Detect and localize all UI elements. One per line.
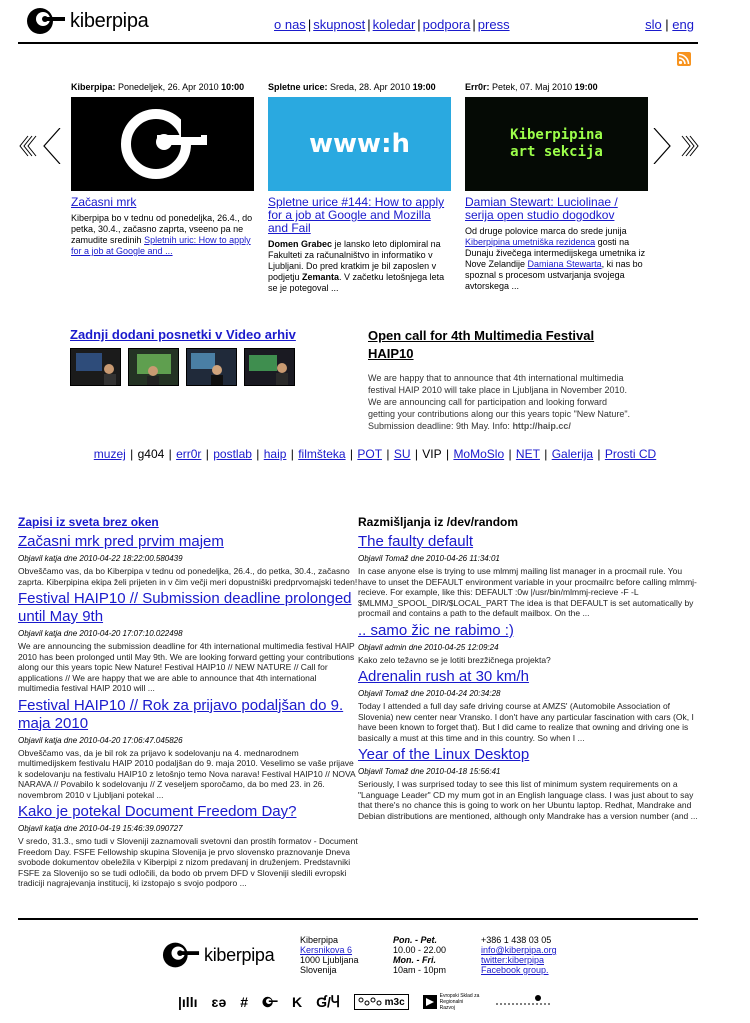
feature-desc-link[interactable]: Kiberpipina umetniška rezidenca xyxy=(465,237,596,247)
facebook-link[interactable]: Facebook group. xyxy=(481,965,549,975)
feature-description: Kiberpipa bo v tednu od ponedeljka, 26.4., do petka, 30.4., začasno zaprta, vseeno pa ne zamudite sredinih Spletnih uric: How to apply for a job at Google and ... xyxy=(71,213,253,256)
post-meta: Objavil katja dne 2010-04-20 17:06:47.045826 xyxy=(18,735,183,745)
column-heading[interactable]: Zapisi iz sveta brez oken xyxy=(18,515,159,529)
eu-fund-logo[interactable]: Evropski Sklad za Regionalni Razvoj xyxy=(423,993,480,1011)
feature-description: Domen Grabec je lansko leto diplomiral na Fakulteti za računalništvo in informatiko v Ljubljani. Do pred kratkim je bil zaposlen v podjetju Zemanta. V začetku letošnjega leta se je potegoval ... xyxy=(268,239,445,293)
video-thumbnail[interactable] xyxy=(244,348,295,386)
feature-card xyxy=(465,82,648,292)
post-title[interactable]: The faulty default xyxy=(358,533,474,550)
feature-description: Od druge polovice marca do srede junija Kiberpipina umetniška rezidenca gosti na Dunaju živečega intermedijskega umetnika iz Nove Zelandije Damiana Stewarta, ki nas bo spoznal s procesom ustvarjanja svojega avtorskega ... xyxy=(465,226,646,291)
post xyxy=(18,590,358,694)
post-meta: Objavil katja dne 2010-04-22 18:22:00.580439 xyxy=(18,554,183,563)
feature-desc-link[interactable]: Spletnih uric: How to apply for a job at Google and ... xyxy=(71,235,251,256)
project-su[interactable]: SU xyxy=(393,447,411,461)
kiberpipa-logo-icon[interactable] xyxy=(262,995,278,1009)
sponsor-logos xyxy=(178,993,554,1011)
feature-title[interactable]: Damian Stewart: Luciolinae / serija open studio dogodkov xyxy=(465,195,618,222)
feature-thumbnail[interactable] xyxy=(71,97,254,191)
double-chevron-left-icon xyxy=(18,128,66,164)
post-body: Today I attended a full day safe driving course at AMZS' (Automobile Association of Slovenia) new center near Vransko. I don't have any particular fascination with cars (Ok, I have been known to forget that). But I did came to realize that owning and driving one is basically a must at this time and in this country. So when I ... xyxy=(358,701,694,743)
post-body: We are announcing the submission deadline for 4th international multimedia festival HAIP 2010 has been prolonged until May 9th. We are looking forward getting your contributions along our this years topic New Nature! Festival HAIP10 // NEW NATURE // Call for applications // We are happy that we are able to announce that 4th international multimedia festival HAIP 2010 will ... xyxy=(18,641,355,693)
post xyxy=(18,533,358,587)
blog-column-right xyxy=(358,515,698,824)
post-meta: Objavil katja dne 2010-04-19 15:46:39.090727 xyxy=(18,824,183,833)
lang-eng[interactable]: eng xyxy=(672,17,694,32)
post xyxy=(358,622,698,666)
lang-slo[interactable]: slo xyxy=(645,17,662,32)
feature-thumbnail[interactable] xyxy=(268,97,451,191)
project-haip[interactable]: haip xyxy=(263,447,287,461)
post-body: V sredo, 31.3., smo tudi v Sloveniji zaznamovali svetovni dan prostih formatov - Document Freedom Day. FSFE Fellowship skupina Slovenija je prvo slovensko praznovanje Dneva svobode dokumentov obeležila v Kiberpipi z nizom predavanj in druženjem. Predstavniki FSFE za Slovenijo so se tudi odločili, da bodo ob prvem DFD v Sloveniji sledili evropski tradiciji nagrajevanja institucij, ki izstopajo s svojo podporo ... xyxy=(18,836,358,888)
carousel-prev-button[interactable] xyxy=(18,128,66,169)
footer-divider xyxy=(18,918,698,920)
eu-flag-icon xyxy=(423,995,437,1009)
project-filmsteka[interactable]: filmšteka xyxy=(298,447,346,461)
double-chevron-right-icon xyxy=(652,128,700,164)
post-body: Kako zelo težavno se je lotiti brezžičnega projekta? xyxy=(358,654,551,665)
nav-press[interactable]: press xyxy=(477,17,510,32)
ministry-logo-icon[interactable] xyxy=(494,994,554,1010)
blog-column-left xyxy=(18,515,358,892)
post xyxy=(358,533,698,619)
footer-hours: Pon. - Pet. 10.00 - 22.00 Mon. - Fri. 10am - 10pm xyxy=(393,935,447,975)
feature-desc-link[interactable]: Damiana Stewarta xyxy=(527,259,602,269)
sponsor-logo[interactable]: Ɠ/Ⴗ xyxy=(316,993,340,1010)
post-title[interactable]: Festival HAIP10 // Rok za prijavo podaljšan do 9. maja 2010 xyxy=(18,696,344,732)
post-title[interactable]: Kako je potekal Document Freedom Day? xyxy=(18,803,297,820)
post xyxy=(18,697,358,801)
post-body: Seriously, I was surprised today to see this list of minimum system requirements on a "Language Leader" CD my mum got in an English language class. I was just about to say that there's no chance this is going to work on her Ubuntu laptop. Redhat, Mandrake and Debian distributions are mentioned, although only Mandrake has a version number (and ... xyxy=(358,779,698,821)
project-pot[interactable]: POT xyxy=(357,447,383,461)
post-meta: Objavil admin dne 2010-04-25 12:09:24 xyxy=(358,642,499,652)
header xyxy=(18,0,698,44)
sponsor-logo[interactable]: m3c xyxy=(354,994,409,1010)
post-title[interactable]: Začasni mrk pred prvim majem xyxy=(18,533,224,550)
project-err0r[interactable]: err0r xyxy=(176,447,202,461)
kiberpipa-logo-icon xyxy=(162,940,200,970)
footer-logo[interactable] xyxy=(162,940,274,970)
sponsor-logo[interactable]: # xyxy=(240,994,249,1010)
post-meta: Objavil Tomaž dne 2010-04-18 15:56:41 xyxy=(358,767,501,776)
project-g404: g404 xyxy=(137,447,165,461)
logo-text: kiberpipa xyxy=(70,9,149,32)
open-call-url[interactable]: http://haip.cc/ xyxy=(512,421,571,431)
top-nav: o nas | skupnost | koledar | podpora | press xyxy=(274,17,510,32)
feature-card xyxy=(268,82,451,294)
nav-o-nas[interactable]: o nas xyxy=(274,17,306,32)
feature-meta: Err0r: Petek, 07. Maj 2010 19:00 xyxy=(465,82,598,92)
video-thumbnail[interactable] xyxy=(70,348,121,386)
feature-meta: Spletne urice: Sreda, 28. Apr 2010 19:00 xyxy=(268,82,436,92)
thumbnail-text: www:h xyxy=(309,129,410,159)
feature-thumbnail[interactable] xyxy=(465,97,648,191)
feature-title[interactable]: Spletne urice #144: How to apply for a job at Google and Mozilla and Fail xyxy=(268,195,445,235)
post-body: Obveščamo vas, da je bil rok za prijavo k sodelovanju na 4. mednarodnem multimedijskem festivalu HAIP 2010 podaljšan do 9. maja 2010. Veselimo se vaše prijave k sodelovanju na festivalu HAIP10 z letošnjo temo Nova narava! Festival HAIP10 // NOVA NARAVA // Povabilo k sodelovanju // Z veseljem sporočamo, da bo med 23. in 26. novembrom 2010 v Ljubljani potekal ... xyxy=(18,747,356,800)
feature-title[interactable]: Začasni mrk xyxy=(71,195,137,209)
nav-podpora[interactable]: podpora xyxy=(422,17,471,32)
address-link[interactable]: Kersnikova 6 xyxy=(300,945,353,955)
column-heading: Razmišljanja iz /dev/random xyxy=(358,515,519,529)
post-title[interactable]: Year of the Linux Desktop xyxy=(358,746,530,763)
post xyxy=(358,668,698,743)
post-meta: Objavil Tomaž dne 2010-04-24 20:34:28 xyxy=(358,689,501,698)
nav-skupnost[interactable]: skupnost xyxy=(313,17,366,32)
post xyxy=(358,746,698,821)
kiberpipa-logo-icon xyxy=(26,6,66,36)
post-title[interactable]: Adrenalin rush at 30 km/h xyxy=(358,668,529,685)
video-thumbnail[interactable] xyxy=(186,348,237,386)
projects-nav: muzej | g404 | err0r | postlab | haip | filmšteka | POT | SU | VIP | MoMoSlo | NET | Galerija | Prosti CD xyxy=(93,447,657,461)
post-body: Obveščamo vas, da bo Kiberpipa v tednu od ponedeljka, 26.4., do petka, 30.4., začasno zaprta. Kiberpipina ekipa želi prijeten in v čim večji meri dopustniški predprvomajski teden! xyxy=(18,566,358,587)
post-meta: Objavil Tomaž dne 2010-04-26 11:34:01 xyxy=(358,554,500,563)
twitter-link[interactable]: twitter:kiberpipa xyxy=(481,955,545,965)
language-switch: slo | eng xyxy=(645,17,694,32)
footer-logo-text: kiberpipa xyxy=(204,944,275,965)
open-call-text: We are happy that to announce that 4th international multimedia festival HAIP 2010 will take place in Ljubljana in November 2010. We are announcing call for participation and looking forward getting your contributions along our this years topic "New Nature". Submission deadline: 9th May. Info: http://haip.cc/ xyxy=(368,373,631,431)
email-link[interactable]: info@kiberpipa.org xyxy=(481,945,557,955)
video-thumbnail[interactable] xyxy=(128,348,179,386)
project-galerija[interactable]: Galerija xyxy=(551,447,594,461)
video-archive-title[interactable]: Zadnji dodani posnetki v Video arhiv xyxy=(70,327,296,342)
open-call-title[interactable]: Open call for 4th Multimedia Festival HAIP10 xyxy=(368,328,595,361)
open-call xyxy=(368,327,633,432)
project-net[interactable]: NET xyxy=(515,447,540,461)
project-vip: VIP xyxy=(422,447,442,461)
post-body: In case anyone else is trying to use mlmmj mailing list manager in a procmail rule. You have to unset the DEFAULT environment variable in your procmailrc before calling mlmmj-recieve. For example, like this: DEFAULT :0w |/usr/bin/mlmmj-recieve -F -L $MLMMJ_SPOOL_DIR/$LOCAL_PART The idea is that DEFAULT is set automatically by procmail and contains a path to the default mailbox. On the ... xyxy=(358,566,697,618)
post-title[interactable]: .. samo žic ne rabimo :) xyxy=(358,621,514,639)
kiberpipa-logo-icon xyxy=(71,97,254,191)
carousel-next-button[interactable] xyxy=(652,128,700,169)
project-momoslo[interactable]: MoMoSlo xyxy=(453,447,505,461)
sponsor-logo[interactable]: ɛə xyxy=(211,994,227,1010)
post-meta: Objavil katja dne 2010-04-20 17:07:10.022498 xyxy=(18,629,183,638)
logo[interactable] xyxy=(26,6,148,36)
post xyxy=(18,803,358,889)
dots-icon xyxy=(358,997,382,1007)
rss-icon[interactable] xyxy=(677,52,691,66)
post-title[interactable]: Festival HAIP10 // Submission deadline prolonged until May 9th xyxy=(18,590,352,625)
footer-address: Kiberpipa Kersnikova 6 1000 Ljubljana Slovenija xyxy=(300,935,359,975)
footer-contact: +386 1 438 03 05 info@kiberpipa.org twitter:kiberpipa Facebook group. xyxy=(481,935,557,975)
sponsor-logo[interactable]: K xyxy=(292,994,303,1010)
project-postlab[interactable]: postlab xyxy=(213,447,252,461)
nav-koledar[interactable]: koledar xyxy=(372,17,416,32)
feature-meta: Kiberpipa: Ponedeljek, 26. Apr 2010 10:00 xyxy=(71,82,245,92)
project-prosti-cd[interactable]: Prosti CD xyxy=(604,447,657,461)
sponsor-logo[interactable]: |ıllı xyxy=(178,994,198,1010)
thumbnail-text: Kiberpipina art sekcija xyxy=(510,127,603,160)
feature-card xyxy=(71,82,254,257)
project-muzej[interactable]: muzej xyxy=(93,447,126,461)
